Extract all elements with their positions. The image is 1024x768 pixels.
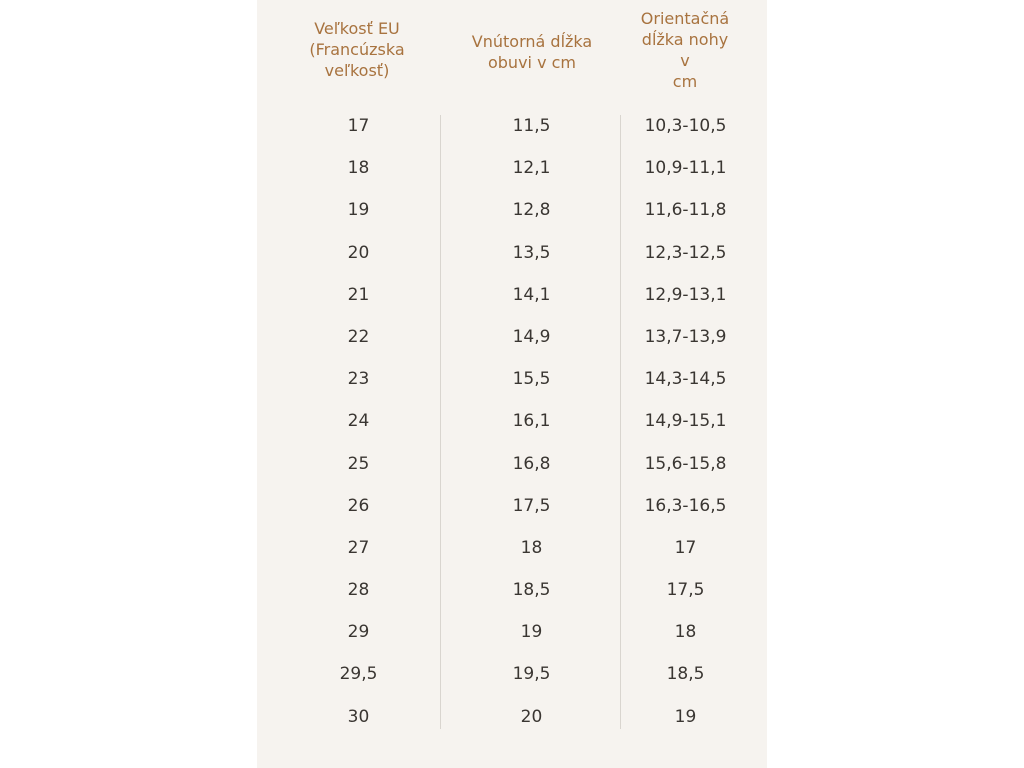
header-eu-size: Veľkosť EU (Francúzska veľkosť) [309,19,405,80]
eu-size-cell: 20 [347,242,370,263]
foot-length-cell: 18 [674,622,697,643]
eu-size-cell: 26 [347,495,370,516]
inner-length-cell: 15,5 [512,369,551,390]
foot-length-cell: 14,3-14,5 [644,369,727,390]
inner-length-cell: 16,8 [512,453,551,474]
inner-length-cell: 12,1 [512,158,551,179]
eu-size-cell: 25 [347,453,370,474]
table-row [257,316,767,358]
table-row [257,189,767,231]
table-row [257,400,767,442]
eu-size-cell: 29 [347,622,370,643]
eu-size-cell: 17 [347,116,370,136]
header-foot-length: Orientačná dĺžka nohy v cm [640,9,730,91]
eu-size-cell: 18 [347,158,370,179]
inner-length-cell: 16,1 [512,411,551,432]
inner-length-cell: 18,5 [512,580,551,601]
table-row [257,569,767,611]
eu-size-cell: 27 [347,537,370,558]
eu-size-cell: 29,5 [339,664,378,685]
inner-length-cell: 14,9 [512,326,551,347]
table-row [257,105,767,147]
eu-size-cell: 21 [347,284,370,305]
foot-length-cell: 13,7-13,9 [644,326,727,347]
table-row [257,443,767,485]
inner-length-cell: 11,5 [512,116,551,136]
table-row [257,358,767,400]
foot-length-cell: 11,6-11,8 [644,200,727,221]
foot-length-cell: 18,5 [666,664,705,685]
foot-length-cell: 17,5 [666,580,705,601]
inner-length-cell: 19 [520,622,543,643]
inner-length-cell: 13,5 [512,242,551,263]
foot-length-cell: 19 [674,706,697,727]
foot-length-cell: 10,3-10,5 [644,116,727,136]
inner-length-cell: 20 [520,706,543,727]
header-inner-length: Vnútorná dĺžka obuvi v cm [471,32,593,72]
size-table-body [257,105,767,738]
foot-length-cell: 16,3-16,5 [644,495,727,516]
inner-length-cell: 17,5 [512,495,551,516]
inner-length-cell: 12,8 [512,200,551,221]
table-row [257,485,767,527]
foot-length-cell: 17 [674,537,697,558]
inner-length-cell: 14,1 [512,284,551,305]
table-row [257,696,767,738]
table-row [257,653,767,695]
inner-length-cell: 19,5 [512,664,551,685]
inner-length-cell: 18 [520,537,543,558]
table-row [257,274,767,316]
table-row [257,232,767,274]
eu-size-cell: 30 [347,706,370,727]
eu-size-cell: 23 [347,369,370,390]
foot-length-cell: 12,3-12,5 [644,242,727,263]
foot-length-cell: 12,9-13,1 [644,284,727,305]
foot-length-cell: 10,9-11,1 [644,158,727,179]
size-chart-panel [257,0,767,768]
eu-size-cell: 28 [347,580,370,601]
eu-size-cell: 19 [347,200,370,221]
eu-size-cell: 22 [347,326,370,347]
foot-length-cell: 14,9-15,1 [644,411,727,432]
table-row [257,147,767,189]
table-row [257,527,767,569]
table-row [257,611,767,653]
foot-length-cell: 15,6-15,8 [644,453,727,474]
eu-size-cell: 24 [347,411,370,432]
